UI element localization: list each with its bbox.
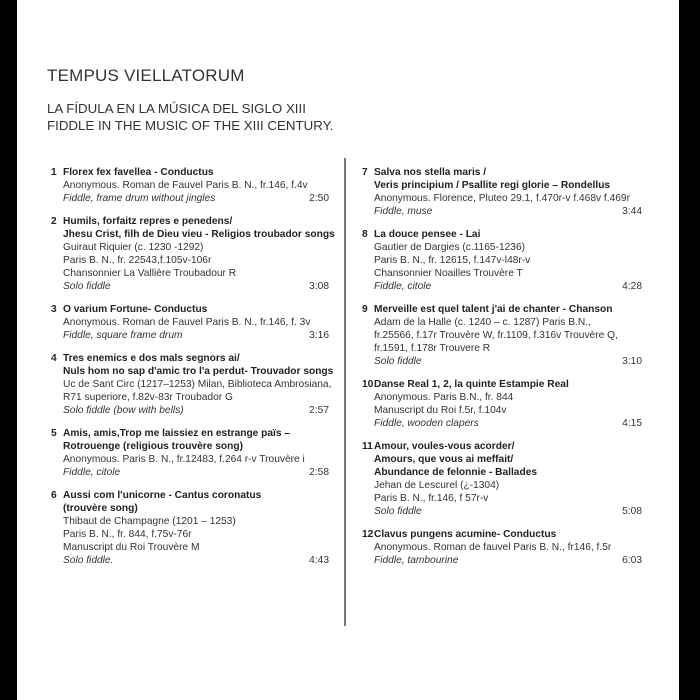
track-number: 2 [51,216,57,227]
subtitle-english: FIDDLE IN THE MUSIC OF THE XIII CENTURY. [47,118,334,133]
track-instruments-row [374,205,642,218]
track-lines [362,166,642,218]
track-instruments-row [374,417,642,430]
track-title: Nuls hom no sap d'amic tro l'a perdut- Trouvador songs [63,366,334,377]
track-lines [362,440,642,518]
track-instruments: Fiddle, wooden clapers [374,418,479,429]
track-title: Tres enemics e dos mals segnors ai/ [63,353,240,364]
track-instruments-row [63,554,329,567]
track-number: 1 [51,167,57,178]
track-item [51,352,334,417]
column-divider [344,158,346,626]
track-title: Humils, forfaitz repres e penedens/ [63,216,233,227]
track-detail: Paris B. N., fr.146, f 57r-v [374,493,489,504]
track-instruments-row [63,192,329,205]
track-duration: 4:15 [622,418,642,429]
track-item [362,228,642,293]
track-instruments: Fiddle, citole [374,281,432,292]
subtitle-spanish: LA FÍDULA EN LA MÚSICA DEL SIGLO XIII [47,101,306,116]
album-subtitle [47,100,333,134]
track-title: La douce pensee - Lai [374,229,481,240]
tracklist-left-column [51,166,335,577]
track-detail: Manuscript du Roi f.5r, f.104v [374,405,507,416]
track-number: 5 [51,428,57,439]
track-number: 9 [362,304,368,315]
track-duration: 2:50 [309,193,329,204]
track-item [362,378,642,430]
track-number: 3 [51,304,57,315]
track-title: Veris principium / Psallite regi glorie – Rondellus [374,180,611,191]
track-number: 4 [51,353,57,364]
track-title: Amours, que vous ai meffait/ [374,454,514,465]
track-detail: Manuscript du Roi Trouvère M [63,542,200,553]
track-lines [362,303,642,368]
track-instruments: Fiddle, tambourine [374,555,459,566]
track-lines [51,352,334,417]
track-item [51,303,329,342]
track-detail: fr.25566, f.17r Trouvère W, fr.1109, f.316v Trouvère Q, [374,330,618,341]
track-detail: Chansonnier Noailles Trouvère T [374,268,523,279]
track-detail: Anonymous. Roman de Fauvel Paris B. N., fr.146, f. 3v [63,317,311,328]
track-duration: 3:08 [309,281,329,292]
track-detail: Guiraut Riquier (c. 1230 -1292) [63,242,204,253]
track-duration: 3:16 [309,330,329,341]
track-instruments-row [63,280,329,293]
track-detail: Anonymous. Paris B. N., fr.12483, f.264 r-v Trouvère i [63,454,305,465]
track-duration: 6:03 [622,555,642,566]
track-title: Salva nos stella maris / [374,167,487,178]
track-instruments-row [374,355,642,368]
track-instruments: Fiddle, muse [374,206,433,217]
track-detail: Paris B. N., fr. 22543,f.105v-106r [63,255,212,266]
track-item [51,215,335,293]
track-detail: R71 superiore, f.82v-83r Troubador G [63,392,233,403]
track-detail: Anonymous. Paris B.N., fr. 844 [374,392,514,403]
track-instruments: Solo fiddle. [63,555,114,566]
track-lines [51,427,329,479]
track-instruments-row [63,329,329,342]
track-number: 8 [362,229,368,240]
booklet-page [17,0,679,700]
album-title: TEMPUS VIELLATORUM [47,66,245,85]
track-number: 6 [51,490,57,501]
track-title: Abundance de felonnie - Ballades [374,467,538,478]
track-title: Aussi com l'unicorne - Cantus coronatus [63,490,262,501]
track-instruments: Fiddle, frame drum without jingles [63,193,216,204]
track-duration: 2:57 [309,405,329,416]
track-detail: Paris B. N., fr. 12615, f.147v-l48r-v [374,255,531,266]
track-instruments: Solo fiddle (bow with bells) [63,405,184,416]
track-lines [51,166,329,205]
track-instruments: Solo fiddle [374,506,422,517]
track-item [51,166,329,205]
track-number: 7 [362,167,368,178]
track-duration: 4:43 [309,555,329,566]
track-lines [51,489,329,567]
track-lines [51,303,329,342]
track-detail: Uc de Sant Circ (1217–1253) Milan, Biblioteca Ambrosiana, [63,379,332,390]
track-lines [362,228,642,293]
track-title: Amour, voules-vous acorder/ [374,441,515,452]
track-lines [362,378,642,430]
track-item [362,303,642,368]
track-number: 10 [362,379,374,390]
track-title: O varium Fortune- Conductus [63,304,208,315]
track-instruments-row [63,466,329,479]
track-detail: Thibaut de Champagne (1201 – 1253) [63,516,236,527]
track-detail: Anonymous. Roman de fauvel Paris B. N., fr146, f.5r [374,542,612,553]
track-number: 12 [362,529,374,540]
track-title: Danse Real 1, 2, la quinte Estampie Real [374,379,569,390]
track-detail: fr.1591, f.178r Trouvere R [374,343,491,354]
track-detail: Jehan de Lescurel (¿-1304) [374,480,500,491]
track-instruments-row [374,280,642,293]
track-instruments: Solo fiddle [374,356,422,367]
track-instruments: Fiddle, citole [63,467,121,478]
track-lines [51,215,335,293]
track-title: Jhesu Crist, filh de Dieu vieu - Religios troubador songs [63,229,335,240]
track-detail: Anonymous. Roman de Fauvel Paris B. N., fr.146, f.4v [63,180,308,191]
track-item [51,489,329,567]
track-duration: 5:08 [622,506,642,517]
track-instruments-row [63,404,329,417]
track-instruments: Solo fiddle [63,281,111,292]
track-title: Amis, amis,Trop me laissiez en estrange païs – [63,428,291,439]
track-lines [362,528,642,567]
track-detail: Adam de la Halle (c. 1240 – c. 1287) Paris B.N., [374,317,591,328]
track-title: Clavus pungens acumine- Conductus [374,529,557,540]
track-duration: 2:58 [309,467,329,478]
track-title: Rotrouenge (religious trouvère song) [63,441,243,452]
track-item [51,427,329,479]
track-instruments-row [374,554,642,567]
track-item [362,166,642,218]
track-instruments-row [374,505,642,518]
track-title: Florex fex favellea - Conductus [63,167,214,178]
track-title: (trouvère song) [63,503,138,514]
track-number: 11 [362,441,373,452]
track-duration: 3:44 [622,206,642,217]
track-detail: Chansonnier La Vallière Troubadour R [63,268,237,279]
track-item [362,528,642,567]
tracklist-right-column [362,166,642,577]
track-detail: Anonymous. Florence, Pluteo 29.1, f.470r-v f.468v f.469r [374,193,630,204]
track-duration: 3:10 [622,356,642,367]
track-detail: Paris B. N., fr. 844, f.75v-76r [63,529,192,540]
track-duration: 4:28 [622,281,642,292]
track-instruments: Fiddle, square frame drum [63,330,183,341]
track-detail: Gautier de Dargies (c.1165-1236) [374,242,526,253]
track-item [362,440,642,518]
track-title: Merveille est quel talent j'ai de chanter - Chanson [374,304,613,315]
